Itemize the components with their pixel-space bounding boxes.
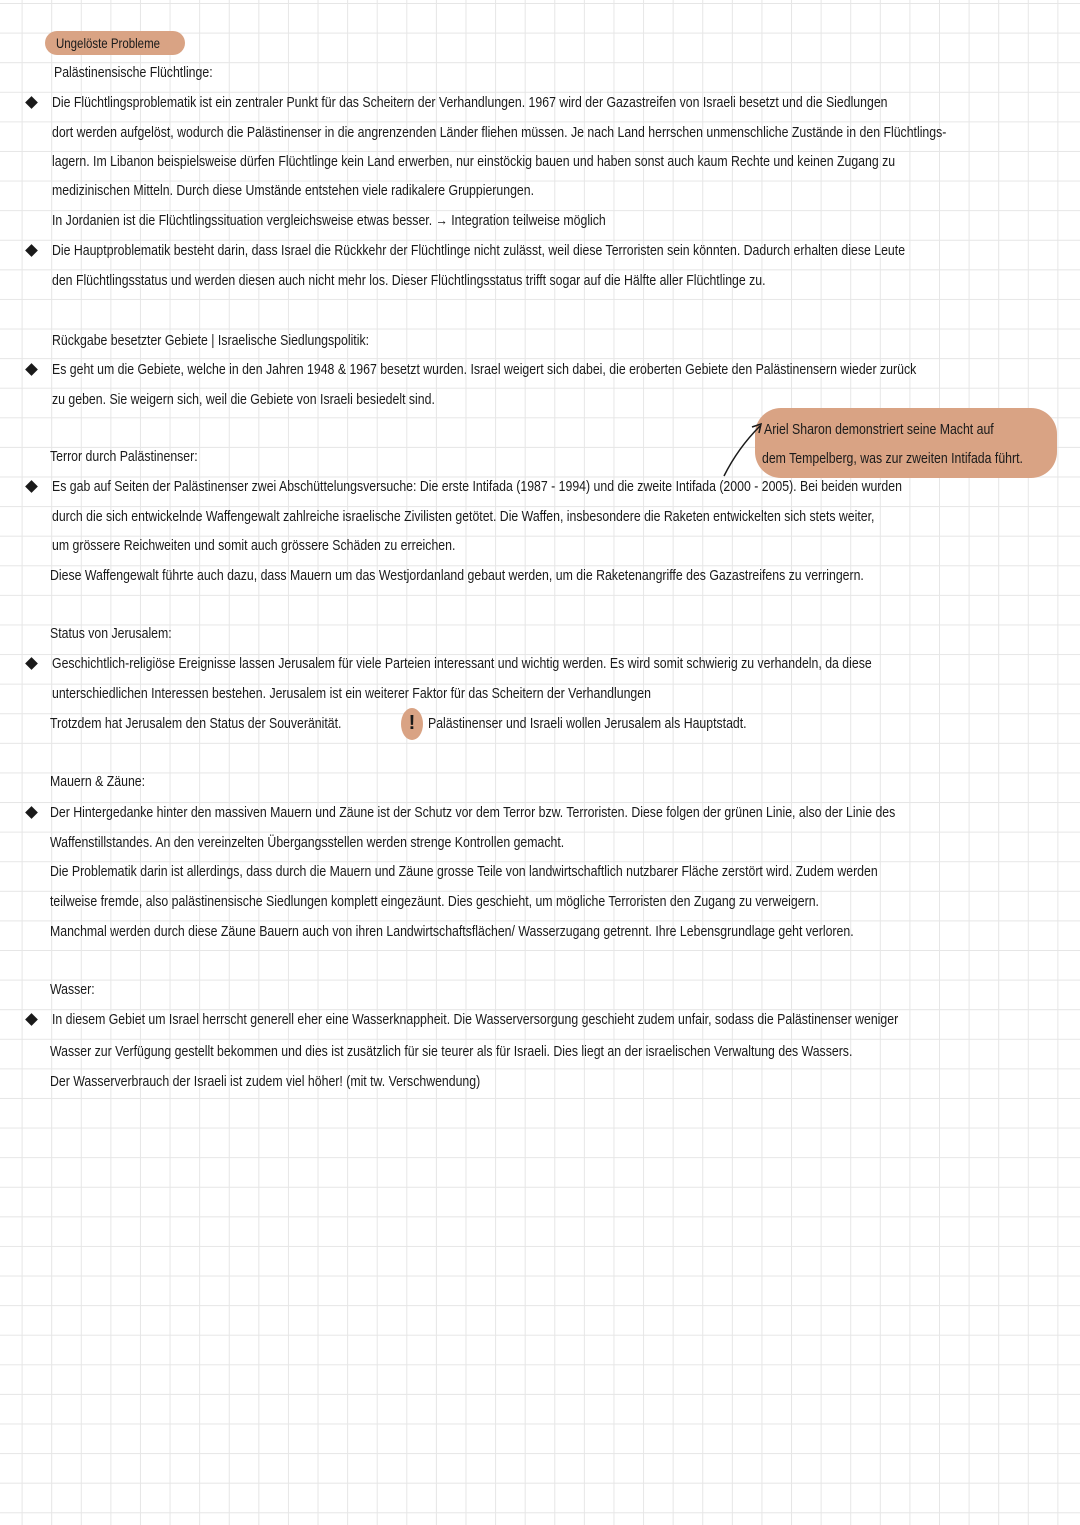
text-line: zu geben. Sie weigern sich, weil die Gebiete von Israeli besiedelt sind.: [52, 391, 435, 408]
text-line: In Jordanien ist die Flüchtlingssituation vergleichsweise etwas besser. → Integration teilweise möglich: [52, 212, 606, 229]
text-line: Geschichtlich-religiöse Ereignisse lassen Jerusalem für viele Parteien interessant und wichtig werden. Es wird somit schwierig zu verhandeln, da diese: [52, 655, 872, 672]
text-line: Die Hauptproblematik besteht darin, dass Israel die Rückkehr der Flüchtlinge nicht zulässt, weil diese Terroristen sein könnten. Dadurch erhalten diese Leute: [52, 242, 906, 259]
text-line: dort werden aufgelöst, wodurch die Palästinenser in die angrenzenden Länder fliehen müssen. Je nach Land herrschen unmenschliche Zustände in den Flüchtlings-: [52, 124, 947, 141]
section-heading-refugees: Palästinensische Flüchtlinge:: [54, 64, 213, 81]
text-line: Die Flüchtlingsproblematik ist ein zentraler Punkt für das Scheitern der Verhandlungen. 1967 wird der Gazastreifen von Israeli besetzt und die Siedlungen: [52, 94, 888, 111]
text-line: Trotzdem hat Jerusalem den Status der Souveränität.: [50, 715, 342, 732]
text-line: Diese Waffengewalt führte auch dazu, dass Mauern um das Westjordanland gebaut werden, um die Raketenangriffe des Gazastreifens zu verringern.: [50, 567, 864, 584]
text-line: In diesem Gebiet um Israel herrscht generell eher eine Wasserknappheit. Die Wasserversorgung geschieht zudem unfair, sodass die Palästinenser weniger: [52, 1011, 899, 1028]
bullet-icon: [25, 244, 38, 257]
text-line: unterschiedlichen Interessen bestehen. Jerusalem ist ein weiterer Faktor für das Scheitern der Verhandlungen: [52, 685, 651, 702]
callout-text: Ariel Sharon demonstriert seine Macht auf: [764, 421, 994, 438]
text-line: Palästinenser und Israeli wollen Jerusalem als Hauptstadt.: [428, 715, 747, 732]
exclamation-icon: !: [401, 708, 423, 740]
section-heading-territories: Rückgabe besetzter Gebiete | Israelische Siedlungspolitik:: [52, 332, 370, 349]
text-line: teilweise fremde, also palästinensische Siedlungen komplett eingezäunt. Dies geschieht, um mögliche Terroristen den Zugang zu verweigern.: [50, 893, 819, 910]
section-heading-jerusalem: Status von Jerusalem:: [50, 625, 172, 642]
text-line: Manchmal werden durch diese Zäune Bauern auch von ihren Landwirtschaftsflächen/ Wasserzugang getrennt. Ihre Lebensgrundlage geht verloren.: [50, 923, 854, 940]
section-heading-walls: Mauern & Zäune:: [50, 773, 146, 790]
text-line: Die Problematik darin ist allerdings, dass durch die Mauern und Zäune grosse Teile von landwirtschaftlich nutzbarer Fläche zerstört wird. Zudem werden: [50, 863, 878, 880]
bullet-icon: [25, 806, 38, 819]
text-line: lagern. Im Libanon beispielsweise dürfen Flüchtlinge kein Land erwerben, nur einstöckig bauen und haben sonst auch kaum Rechte und keinen Zugang zu: [52, 153, 896, 170]
callout-text: dem Tempelberg, was zur zweiten Intifada führt.: [762, 450, 1023, 467]
text-line: Waffenstillstandes. An den vereinzelten Übergangsstellen werden strenge Kontrollen gemacht.: [50, 834, 565, 851]
bullet-icon: [25, 96, 38, 109]
section-heading-water: Wasser:: [50, 981, 95, 998]
section-heading-terror: Terror durch Palästinenser:: [50, 448, 198, 465]
text-line: Der Hintergedanke hinter den massiven Mauern und Zäune ist der Schutz vor dem Terror bzw. Terroristen. Diese folgen der grünen Linie, also der Linie des: [50, 804, 896, 821]
text-line: um grössere Reichweiten und somit auch grössere Schäden zu erreichen.: [52, 537, 456, 554]
text-line: medizinischen Mitteln. Durch diese Umstände entstehen viele radikalere Gruppierungen.: [52, 182, 535, 199]
bullet-icon: [25, 480, 38, 493]
text-line: Es gab auf Seiten der Palästinenser zwei Abschüttelungsversuche: Die erste Intifada (1987 - 1994) und die zweite Intifada (2000 - 2005). Bei beiden wurden: [52, 478, 902, 495]
bullet-icon: [25, 657, 38, 670]
text-line: Es geht um die Gebiete, welche in den Jahren 1948 & 1967 besetzt wurden. Israel weigert sich dabei, die eroberten Gebiete den Palästinensern wieder zurück: [52, 361, 917, 378]
bullet-icon: [25, 363, 38, 376]
page-title: Ungelöste Probleme: [56, 35, 161, 51]
text-line: Der Wasserverbrauch der Israeli ist zudem viel höher! (mit tw. Verschwendung): [50, 1073, 481, 1090]
text-line: Wasser zur Verfügung gestellt bekommen und dies ist zusätzlich für sie teurer als für Israeli. Dies liegt an der israelischen Verwaltung des Wassers.: [50, 1043, 853, 1060]
text-line: durch die sich entwickelnde Waffengewalt zahlreiche israelische Zivilisten getötet. Die Waffen, insbesondere die Raketen entwickelten sich stets weiter,: [52, 508, 875, 525]
text-line: den Flüchtlingsstatus und werden diesen auch nicht mehr los. Dieser Flüchtlingsstatus trifft sogar auf die Hälfte aller Flüchtlinge zu.: [52, 272, 766, 289]
bullet-icon: [25, 1013, 38, 1026]
